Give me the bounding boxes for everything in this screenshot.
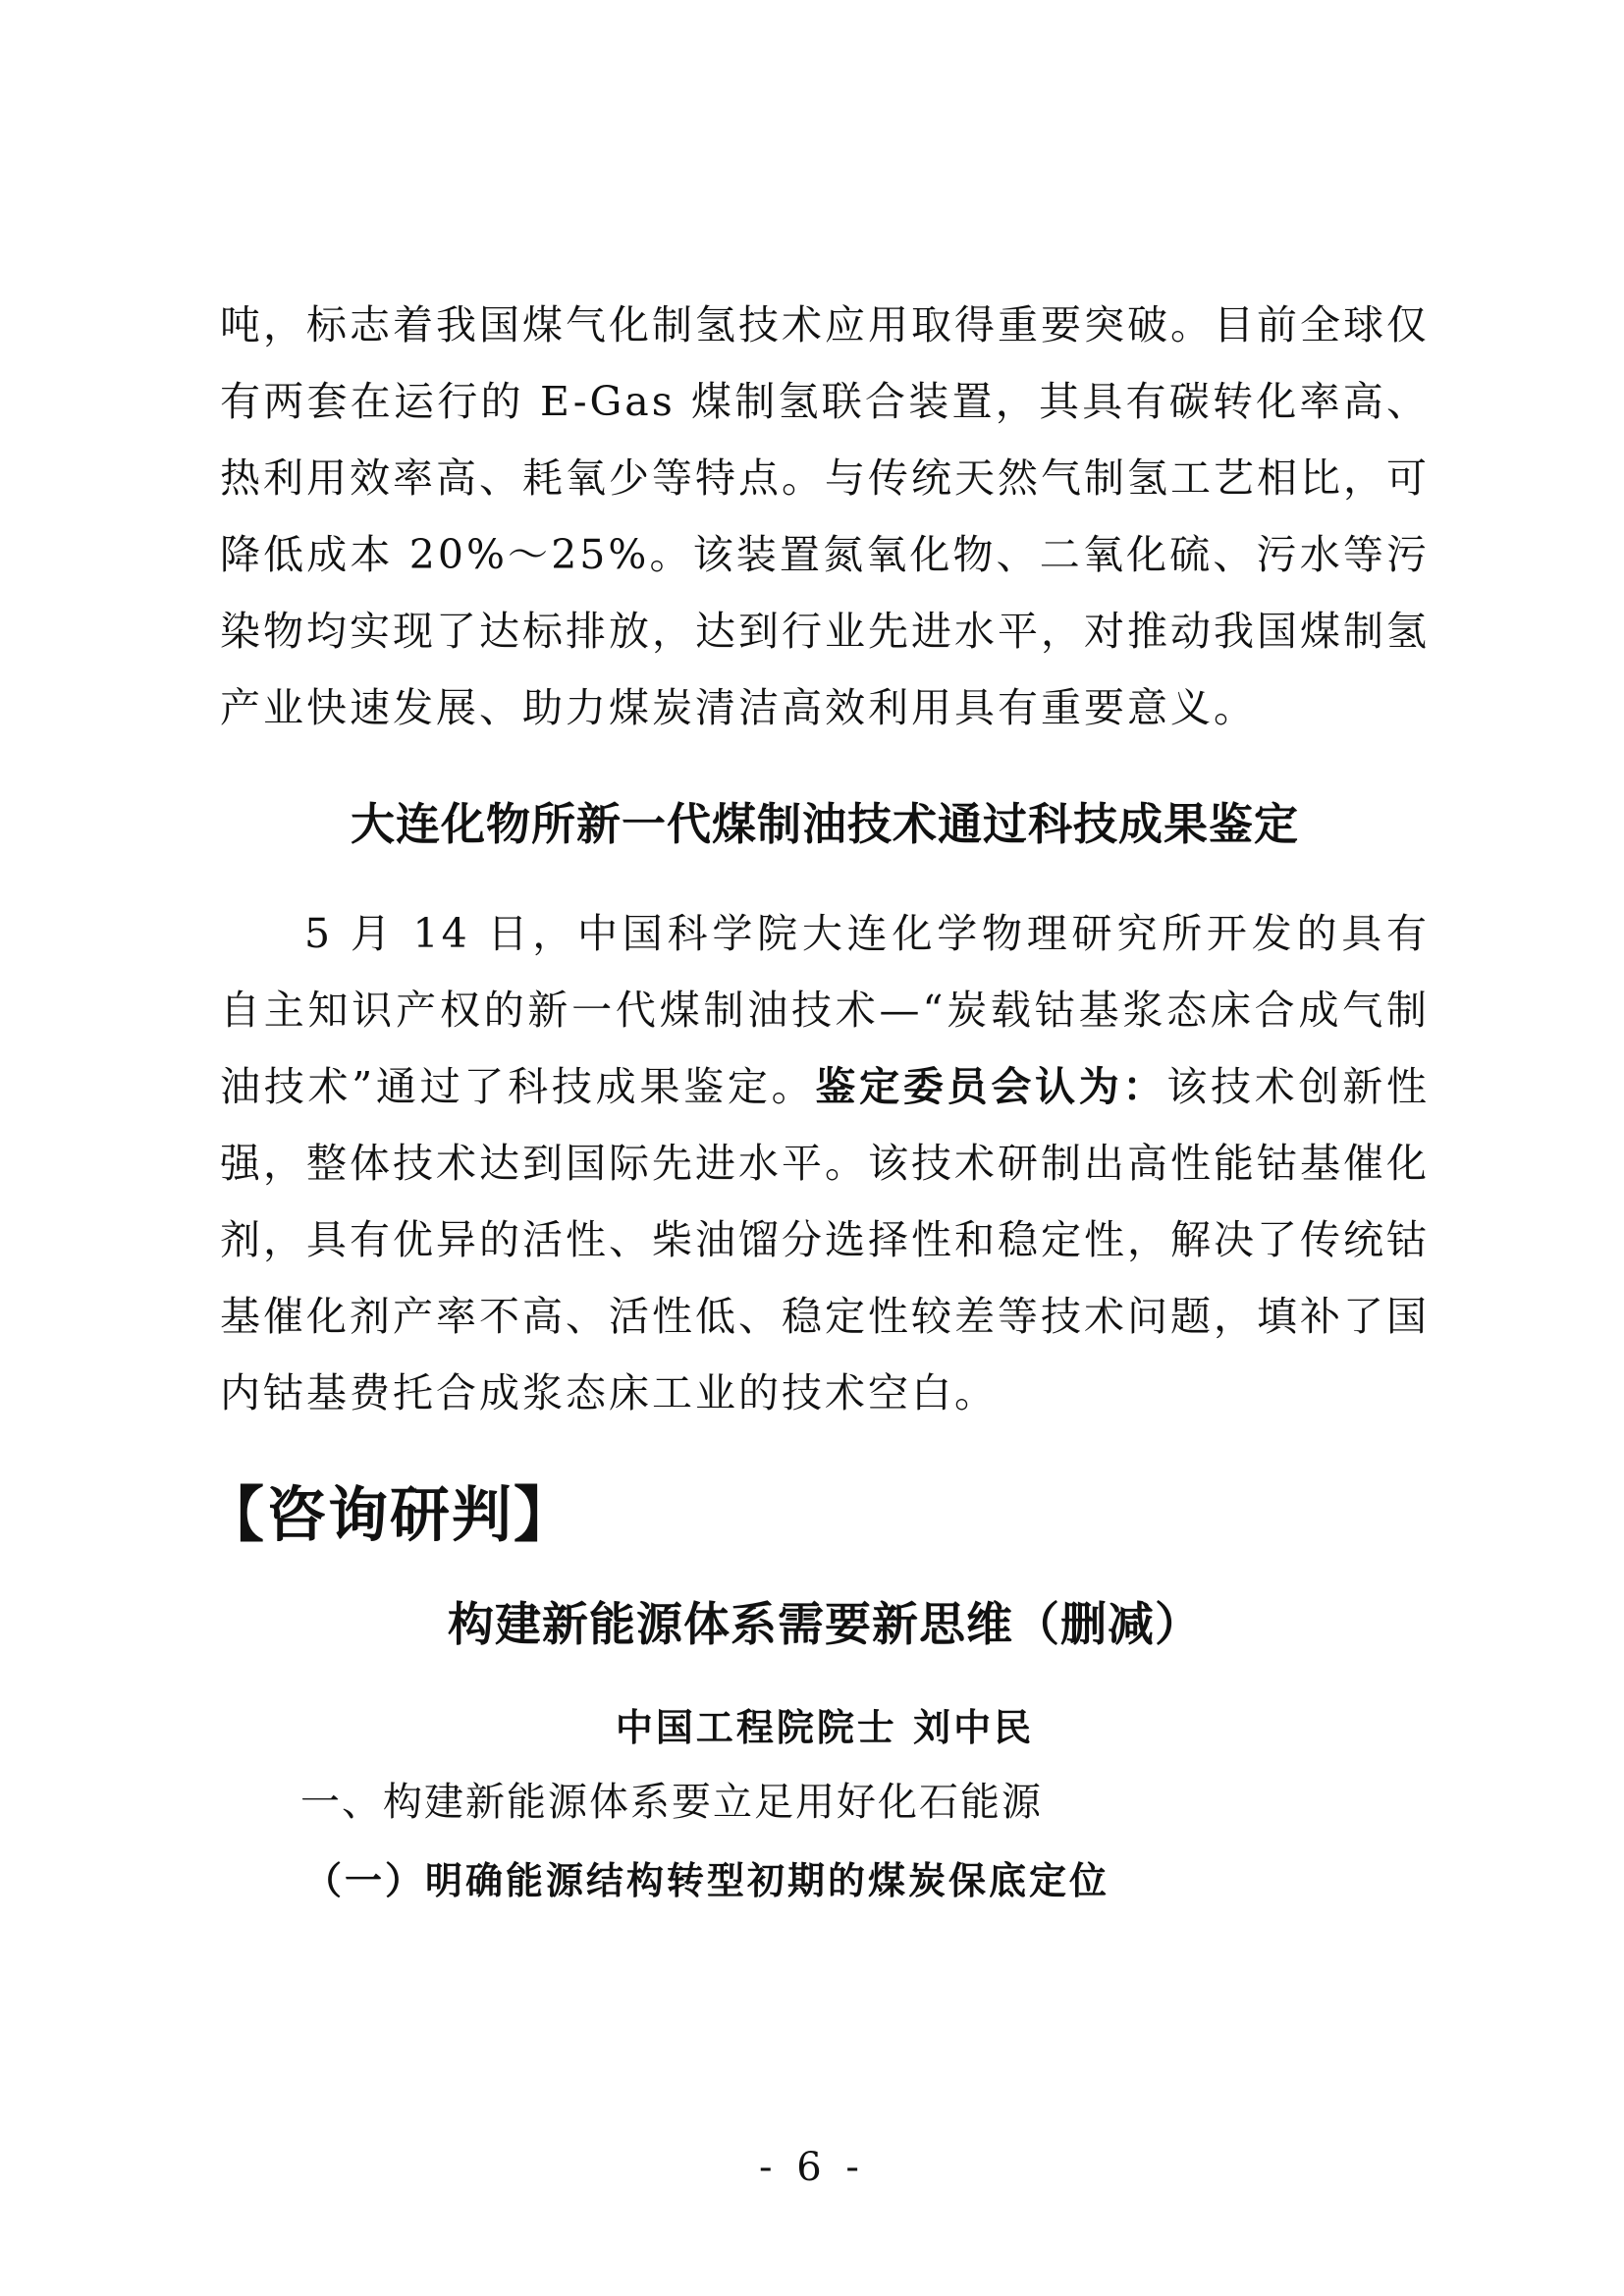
news-paragraph-part2: 该技术创新性强，整体技术达到国际先进水平。该技术研制出高性能钴基催化剂，具有优异的活性、柴油馏分选择性和稳定性，解决了传统钴基催化剂产率不高、活性低、稳定性较差等技术问题，填补了国内钴基费托合成浆态床工业的技术空白。 [220,1063,1431,1416]
news-paragraph-dicp [220,895,1430,1431]
page-content [204,287,1431,1914]
page-number: - 6 - [759,2145,865,2190]
article-author: 中国工程院院士 刘中民 [615,1705,1035,1749]
section-heading-consulting: 【咨询研判】 [204,1480,576,1550]
news-paragraph-bold: 鉴定委员会认为： [815,1063,1167,1110]
intro-paragraph: 吨，标志着我国煤气化制氢技术应用取得重要突破。目前全球仅有两套在运行的 E-Gas 煤制氢联合装置，其具有碳转化率高、热利用效率高、耗氧少等特点。与传统天然气制氢工艺相比，可降低成本 20%～25%。该装置氮氧化物、二氧化硫、污水等污染物均实现了达标排放，达到行业先进水平，对推动我国煤制氢产业快速发展、助力煤炭清洁高效利用具有重要意义。 [220,301,1430,731]
article-title: 构建新能源体系需要新思维（删减） [448,1598,1202,1652]
article-subheading-1: 一、构建新能源体系要立足用好化石能源 [300,1780,1043,1825]
news-paragraph-part1: 5 月 14 日，中国科学院大连化学物理研究所开发的具有自主知识产权的新一代煤制油技术—“炭载钴基浆态床合成气制油技术”通过了科技成果鉴定。 [220,910,1430,1110]
article-subheading-2: （一）明确能源结构转型初期的煤炭保底定位 [304,1858,1110,1902]
news-title-dicp: 大连化物所新一代煤制油技术通过科技成果鉴定 [350,798,1299,850]
